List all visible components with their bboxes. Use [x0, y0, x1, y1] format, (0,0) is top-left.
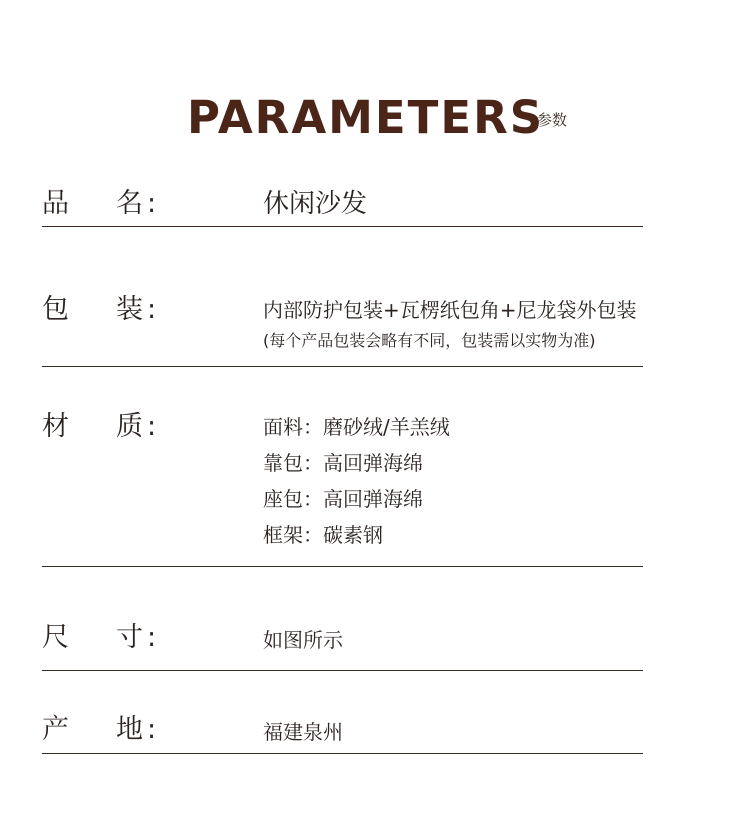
label-char: 包	[42, 294, 69, 325]
label-colon: :	[147, 294, 157, 325]
param-value: 内部防护包装+瓦楞纸包角+尼龙袋外包装	[263, 298, 637, 322]
param-value: 如图所示	[263, 628, 343, 652]
param-row-size	[42, 616, 643, 671]
label-colon: :	[147, 714, 157, 745]
param-value: 休闲沙发	[263, 189, 368, 219]
param-value: 座包：高回弹海绵	[263, 487, 423, 511]
param-value: 福建泉州	[263, 720, 343, 744]
param-value: 框架：碳素钢	[263, 523, 383, 547]
label-colon: :	[147, 188, 157, 219]
page-header	[0, 88, 750, 148]
label-char: 品	[42, 188, 69, 219]
label-char: 地	[116, 714, 143, 745]
label-char: 尺	[42, 622, 69, 653]
param-row-origin	[42, 708, 643, 754]
param-row-name	[42, 180, 643, 227]
label-char: 名	[116, 188, 143, 219]
label-char: 质	[116, 411, 143, 442]
param-value-note: (每个产品包装会略有不同，包装需以实物为准)	[263, 331, 596, 350]
param-value: 面料：磨砂绒/羊羔绒	[263, 415, 450, 439]
label-char: 产	[42, 714, 69, 745]
label-colon: :	[147, 622, 157, 653]
label-char: 寸	[116, 622, 143, 653]
param-value: 靠包：高回弹海绵	[263, 451, 423, 475]
label-char: 装	[116, 294, 143, 325]
param-row-material	[42, 405, 643, 567]
label-char: 材	[42, 411, 69, 442]
label-colon: :	[147, 411, 157, 442]
param-row-packaging	[42, 286, 643, 367]
page-subtitle: 参数	[537, 111, 568, 129]
page-title: PARAMETERS	[187, 91, 545, 144]
